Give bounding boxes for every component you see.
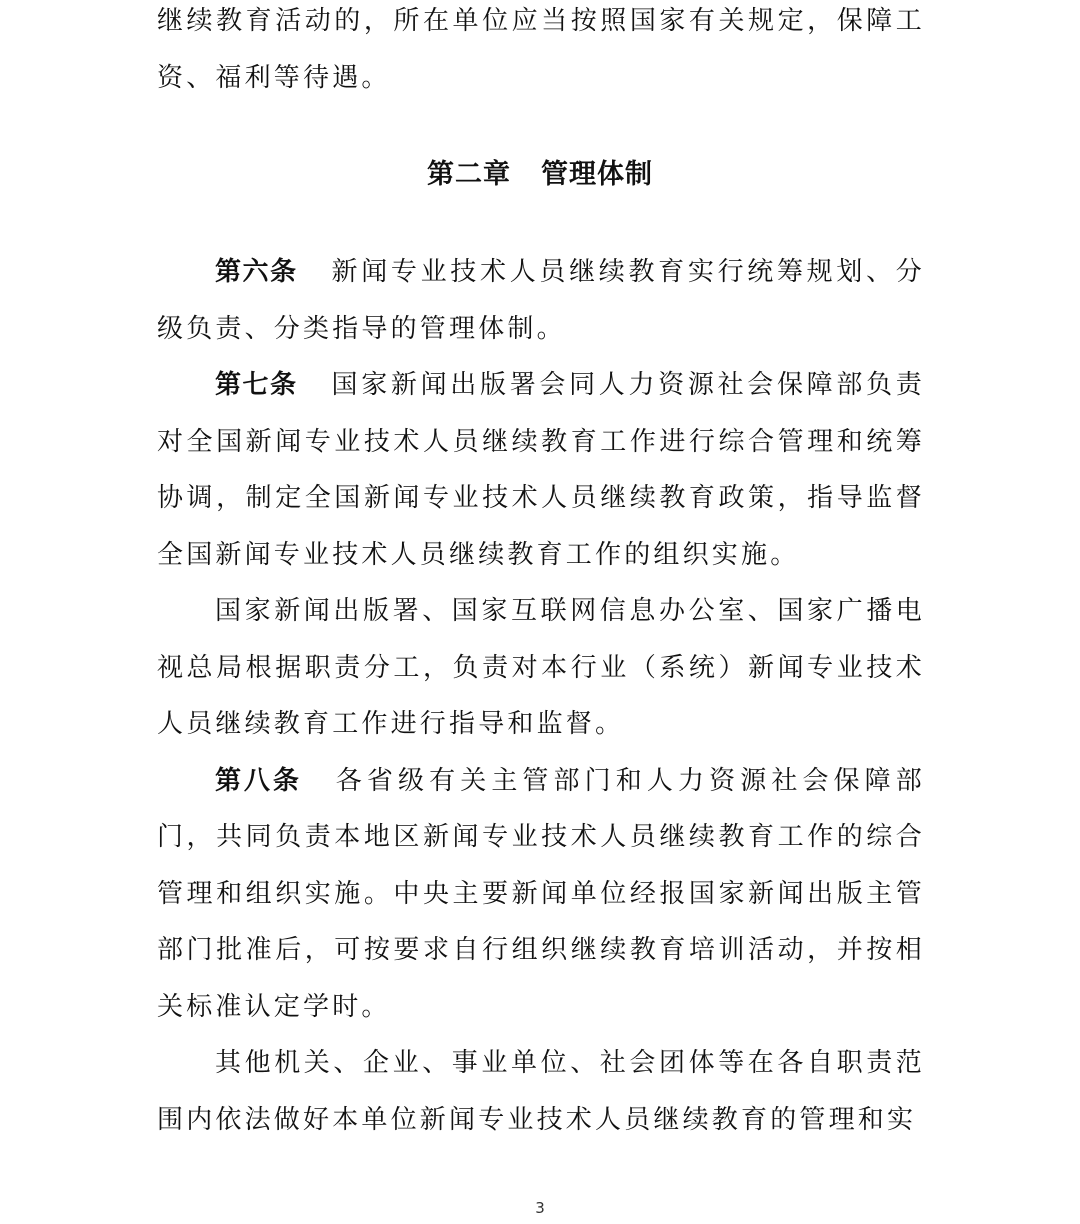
articles-block bbox=[157, 244, 925, 1148]
article-8-paragraph bbox=[157, 753, 925, 1036]
chapter-title: 管理体制 bbox=[541, 159, 653, 190]
article-7-continuation: 国家新闻出版署、国家互联网信息办公室、国家广播电视总局根据职责分工，负责对本行业（系统）新闻专业技术人员继续教育工作进行指导和监督。 bbox=[157, 596, 925, 739]
article-7-text: 国家新闻出版署会同人力资源社会保障部负责对全国新闻专业技术人员继续教育工作进行综合管理和统筹协调，制定全国新闻专业技术人员继续教育政策，指导监督全国新闻专业技术人员继续教育工作的组织实施。 bbox=[157, 370, 925, 570]
page-number: 3 bbox=[535, 1199, 545, 1217]
article-8-number: 第八条 bbox=[215, 765, 302, 796]
article-6-paragraph bbox=[157, 244, 925, 357]
top-paragraph-block bbox=[157, 0, 925, 106]
article-6-number: 第六条 bbox=[215, 257, 298, 287]
chapter-heading bbox=[0, 148, 1080, 202]
chapter-number: 第二章 bbox=[427, 159, 511, 190]
article-7-paragraph bbox=[157, 357, 925, 583]
article-6-text: 新闻专业技术人员继续教育实行统筹规划、分级负责、分类指导的管理体制。 bbox=[157, 257, 925, 344]
top-paragraph: 继续教育活动的，所在单位应当按照国家有关规定，保障工资、福利等待遇。 bbox=[157, 6, 925, 93]
article-7-number: 第七条 bbox=[215, 370, 298, 400]
article-8-continuation: 其他机关、企业、事业单位、社会团体等在各自职责范围内依法做好本单位新闻专业技术人员继续教育的管理和实 bbox=[157, 1048, 925, 1135]
article-8-text: 各省级有关主管部门和人力资源社会保障部门，共同负责本地区新闻专业技术人员继续教育工作的综合管理和组织实施。中央主要新闻单位经报国家新闻出版主管部门批准后，可按要求自行组织继续教育培训活动，并按相关标准认定学时。 bbox=[157, 765, 925, 1022]
